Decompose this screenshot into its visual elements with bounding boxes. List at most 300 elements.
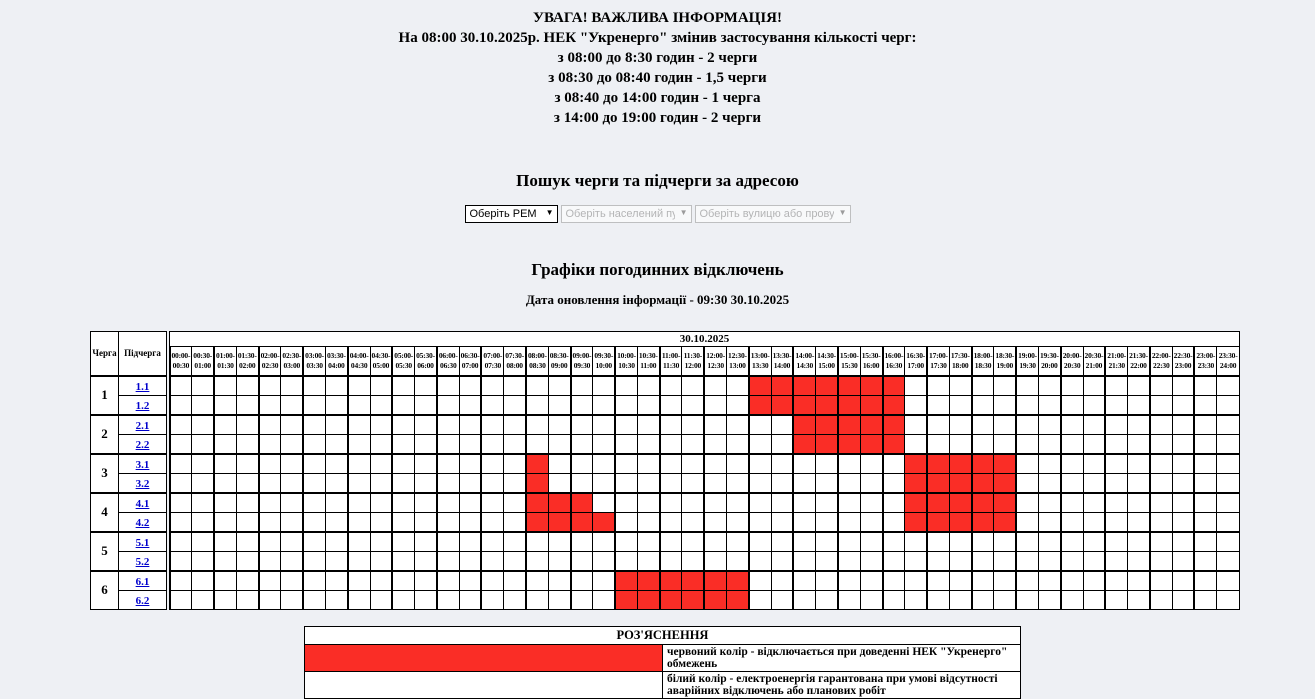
time-slot-header: 19:30- 20:00 [1038, 347, 1060, 376]
time-slot-header: 11:00- 11:30 [660, 347, 682, 376]
schedule-cell [1217, 454, 1240, 474]
schedule-row-2.1 [91, 415, 1240, 435]
schedule-cell [593, 571, 615, 591]
subqueue-link[interactable]: 6.2 [135, 594, 150, 607]
schedule-cell [170, 532, 192, 552]
schedule-cell [459, 415, 481, 435]
schedule-cell [415, 532, 437, 552]
schedule-cell [571, 532, 593, 552]
schedule-cell [370, 590, 392, 609]
schedule-row-5.2 [91, 551, 1240, 571]
subqueue-link[interactable]: 2.1 [135, 419, 150, 432]
time-slot-header: 10:30- 11:00 [637, 347, 659, 376]
schedule-cell [1083, 434, 1105, 454]
time-slot-header: 14:00- 14:30 [793, 347, 815, 376]
schedule-cell [838, 415, 860, 435]
notice-line: з 08:40 до 14:00 годин - 1 черга [554, 90, 761, 106]
schedule-row-4.1 [91, 493, 1240, 513]
schedule-cell [749, 571, 771, 591]
schedule-cell [994, 473, 1016, 493]
schedule-cell [548, 512, 570, 532]
queue-cell: 6 [91, 571, 119, 610]
schedule-cell [192, 532, 214, 552]
schedule-cell [303, 590, 325, 609]
schedule-cell [571, 415, 593, 435]
schedule-cell [593, 434, 615, 454]
schedule-cell [793, 571, 815, 591]
subqueue-link[interactable]: 4.1 [135, 497, 150, 510]
schedule-cell [1061, 376, 1083, 396]
schedule-cell [793, 454, 815, 474]
schedule-cell [1194, 493, 1216, 513]
schedule-cell [816, 376, 838, 396]
schedule-cell [1150, 415, 1172, 435]
schedule-cell [437, 454, 459, 474]
schedule-cell [259, 551, 281, 571]
schedule-cell [727, 571, 749, 591]
schedule-cell [1128, 551, 1150, 571]
schedule-cell [370, 454, 392, 474]
time-slot-header: 15:30- 16:00 [860, 347, 882, 376]
schedule-cell [1128, 571, 1150, 591]
schedule-cell [415, 473, 437, 493]
schedule-cell [1150, 551, 1172, 571]
time-slot-header: 16:00- 16:30 [883, 347, 905, 376]
schedule-cell [370, 415, 392, 435]
schedule-cell [838, 532, 860, 552]
rem-select[interactable] [465, 205, 558, 223]
schedule-cell [838, 454, 860, 474]
schedule-cell [637, 590, 659, 609]
schedule-cell [682, 395, 704, 415]
subqueue-link[interactable]: 1.1 [135, 380, 150, 393]
schedule-cell [660, 571, 682, 591]
schedule-cell [1083, 551, 1105, 571]
schedule-cell [682, 512, 704, 532]
subqueue-link[interactable]: 2.2 [135, 438, 150, 451]
schedule-cell [637, 473, 659, 493]
schedule-cell [348, 473, 370, 493]
schedule-cell [526, 395, 548, 415]
schedule-cell [481, 551, 503, 571]
schedule-cell [236, 532, 258, 552]
schedule-cell [415, 590, 437, 609]
schedule-cell [437, 512, 459, 532]
schedule-cell [682, 454, 704, 474]
notice-line: На 08:00 30.10.2025р. НЕК "Укренерго" змінив застосування кількості черг: [398, 30, 917, 46]
address-search-controls [0, 204, 1315, 223]
schedule-cell [459, 376, 481, 396]
time-slot-header: 08:00- 08:30 [526, 347, 548, 376]
schedule-cell [593, 395, 615, 415]
schedule-cell [526, 415, 548, 435]
schedule-cell [526, 571, 548, 591]
subqueue-cell [119, 376, 167, 396]
schedule-cell [1217, 415, 1240, 435]
schedule-cell [437, 590, 459, 609]
schedule-cell [415, 415, 437, 435]
schedule-cell [437, 493, 459, 513]
schedule-cell [838, 376, 860, 396]
schedule-cell [303, 376, 325, 396]
schedule-cell [571, 473, 593, 493]
schedule-cell [771, 532, 793, 552]
schedule-cell [259, 395, 281, 415]
schedule-cell [1016, 395, 1038, 415]
subqueue-cell [119, 512, 167, 532]
notice-title: УВАГА! ВАЖЛИВА ІНФОРМАЦІЯ! [532, 10, 783, 26]
schedule-cell [415, 454, 437, 474]
schedule-cell [571, 590, 593, 609]
schedule-cell [571, 512, 593, 532]
schedule-cell [170, 571, 192, 591]
schedule-cell [415, 493, 437, 513]
schedule-cell [593, 551, 615, 571]
schedule-cell [704, 512, 726, 532]
schedule-cell [793, 473, 815, 493]
schedule-cell [994, 512, 1016, 532]
schedule-cell [325, 493, 347, 513]
schedule-cell [1061, 415, 1083, 435]
schedule-cell [749, 395, 771, 415]
schedule-cell [860, 473, 882, 493]
schedule-cell [415, 551, 437, 571]
subqueue-cell [119, 434, 167, 454]
schedule-cell [949, 395, 971, 415]
schedule-cell [170, 454, 192, 474]
schedule-cell [615, 512, 637, 532]
schedule-cell [481, 532, 503, 552]
schedule-cell [1061, 395, 1083, 415]
schedule-cell [949, 434, 971, 454]
schedule-cell [1061, 493, 1083, 513]
schedule-cell [170, 590, 192, 609]
time-slot-header: 04:30- 05:00 [370, 347, 392, 376]
schedule-cell [571, 434, 593, 454]
schedule-cell [593, 415, 615, 435]
schedule-cell [459, 493, 481, 513]
schedule-cell [704, 551, 726, 571]
schedule-cell [370, 473, 392, 493]
schedule-cell [1016, 415, 1038, 435]
schedule-cell [1217, 434, 1240, 454]
schedule-cell [793, 590, 815, 609]
schedule-cell [281, 376, 303, 396]
schedule-cell [214, 415, 236, 435]
schedule-cell [1172, 376, 1194, 396]
schedule-cell [392, 454, 414, 474]
schedule-cell [727, 473, 749, 493]
schedule-cell [548, 571, 570, 591]
schedule-cell [949, 473, 971, 493]
schedule-cell [415, 395, 437, 415]
schedule-cell [994, 395, 1016, 415]
schedule-cell [392, 415, 414, 435]
schedule-cell [838, 551, 860, 571]
schedule-cell [593, 473, 615, 493]
schedule-cell [972, 532, 994, 552]
schedule-cell [1150, 473, 1172, 493]
schedule-cell [415, 376, 437, 396]
schedule-cell [927, 571, 949, 591]
schedule-cell [303, 395, 325, 415]
schedule-cell [348, 415, 370, 435]
schedule-cell [1217, 512, 1240, 532]
subqueue-link[interactable]: 6.1 [135, 575, 150, 588]
schedule-cell [392, 532, 414, 552]
schedule-cell [1217, 532, 1240, 552]
schedule-cell [838, 571, 860, 591]
subqueue-link[interactable]: 5.2 [135, 555, 150, 568]
time-slot-header: 01:30- 02:00 [236, 347, 258, 376]
schedule-cell [259, 590, 281, 609]
schedule-cell [1105, 395, 1127, 415]
schedule-cell [1217, 395, 1240, 415]
schedule-cell [504, 376, 526, 396]
schedule-section-title: Графіки погодинних відключень [531, 260, 784, 279]
schedule-cell [303, 551, 325, 571]
schedule-cell [325, 415, 347, 435]
schedule-cell [994, 493, 1016, 513]
schedule-cell [704, 590, 726, 609]
schedule-cell [994, 571, 1016, 591]
schedule-cell [214, 532, 236, 552]
schedule-cell [281, 473, 303, 493]
schedule-cell [214, 590, 236, 609]
legend-row-white [305, 671, 1021, 698]
time-slot-header: 22:30- 23:00 [1172, 347, 1194, 376]
schedule-cell [236, 395, 258, 415]
schedule-cell [348, 551, 370, 571]
schedule-cell [927, 395, 949, 415]
schedule-cell [236, 473, 258, 493]
subqueue-link[interactable]: 1.2 [135, 399, 150, 412]
schedule-cell [548, 493, 570, 513]
schedule-cell [771, 415, 793, 435]
schedule-cell [170, 551, 192, 571]
schedule-cell [704, 532, 726, 552]
settlement-select-wrap [561, 204, 692, 223]
schedule-cell [972, 551, 994, 571]
schedule-cell [972, 493, 994, 513]
schedule-cell [727, 376, 749, 396]
schedule-cell [281, 434, 303, 454]
schedule-cell [682, 532, 704, 552]
schedule-cell [1083, 590, 1105, 609]
schedule-cell [192, 571, 214, 591]
schedule-cell [459, 551, 481, 571]
schedule-cell [972, 434, 994, 454]
schedule-cell [749, 434, 771, 454]
schedule-cell [905, 473, 927, 493]
schedule-cell [170, 493, 192, 513]
schedule-cell [793, 434, 815, 454]
schedule-cell [303, 434, 325, 454]
schedule-cell [905, 376, 927, 396]
schedule-cell [415, 434, 437, 454]
schedule-cell [504, 434, 526, 454]
schedule-cell [571, 571, 593, 591]
schedule-cell [281, 551, 303, 571]
schedule-cell [459, 571, 481, 591]
subqueue-link[interactable]: 4.2 [135, 516, 150, 529]
schedule-cell [1217, 590, 1240, 609]
schedule-cell [727, 395, 749, 415]
schedule-cell [615, 590, 637, 609]
schedule-cell [1172, 395, 1194, 415]
schedule-cell [615, 395, 637, 415]
schedule-cell [727, 551, 749, 571]
schedule-cell [615, 454, 637, 474]
schedule-cell [771, 376, 793, 396]
schedule-cell [1038, 415, 1060, 435]
schedule-cell [192, 415, 214, 435]
schedule-cell [459, 454, 481, 474]
schedule-cell [1172, 571, 1194, 591]
time-slot-header: 17:00- 17:30 [927, 347, 949, 376]
schedule-cell [637, 434, 659, 454]
schedule-cell [437, 532, 459, 552]
schedule-cell [1150, 493, 1172, 513]
schedule-cell [816, 571, 838, 591]
schedule-cell [214, 512, 236, 532]
chevron-down-icon: ▼ [545, 208, 554, 217]
schedule-cell [1150, 512, 1172, 532]
schedule-cell [637, 551, 659, 571]
schedule-cell [1172, 473, 1194, 493]
schedule-cell [749, 551, 771, 571]
schedule-cell [593, 493, 615, 513]
schedule-cell [236, 454, 258, 474]
schedule-cell [593, 512, 615, 532]
schedule-cell [615, 493, 637, 513]
schedule-cell [727, 493, 749, 513]
schedule-cell [281, 454, 303, 474]
schedule-cell [259, 434, 281, 454]
schedule-cell [660, 512, 682, 532]
schedule-cell [704, 376, 726, 396]
schedule-cell [994, 590, 1016, 609]
schedule-cell [504, 571, 526, 591]
schedule-cell [1150, 571, 1172, 591]
schedule-cell [325, 395, 347, 415]
schedule-cell [749, 454, 771, 474]
schedule-cell [749, 376, 771, 396]
schedule-cell [727, 434, 749, 454]
schedule-cell [860, 395, 882, 415]
schedule-cell [548, 473, 570, 493]
schedule-cell [660, 551, 682, 571]
schedule-cell [1061, 551, 1083, 571]
schedule-cell [771, 473, 793, 493]
schedule-cell [682, 473, 704, 493]
schedule-cell [704, 473, 726, 493]
schedule-cell [615, 473, 637, 493]
schedule-cell [883, 532, 905, 552]
schedule-cell [1217, 376, 1240, 396]
schedule-cell [548, 376, 570, 396]
subqueue-cell [119, 415, 167, 435]
schedule-cell [927, 512, 949, 532]
schedule-cell [1172, 415, 1194, 435]
schedule-cell [816, 395, 838, 415]
schedule-cell [192, 493, 214, 513]
schedule-cell [236, 493, 258, 513]
schedule-cell [1105, 415, 1127, 435]
time-slot-header: 06:00- 06:30 [437, 347, 459, 376]
schedule-cell [972, 512, 994, 532]
schedule-cell [949, 571, 971, 591]
schedule-cell [348, 454, 370, 474]
subqueue-link[interactable]: 3.1 [135, 458, 150, 471]
schedule-cell [259, 532, 281, 552]
schedule-cell [793, 376, 815, 396]
schedule-cell [170, 395, 192, 415]
schedule-cell [972, 395, 994, 415]
schedule-cell [905, 434, 927, 454]
schedule-cell [370, 493, 392, 513]
time-slot-header: 03:30- 04:00 [325, 347, 347, 376]
schedule-cell [526, 454, 548, 474]
legend-title: РОЗ'ЯСНЕННЯ [305, 626, 1021, 644]
subqueue-link[interactable]: 3.2 [135, 477, 150, 490]
chevron-down-icon: ▼ [838, 208, 847, 217]
schedule-cell [481, 571, 503, 591]
street-select-wrap [695, 204, 851, 223]
schedule-cell [1083, 512, 1105, 532]
schedule-cell [816, 454, 838, 474]
schedule-row-1.1 [91, 376, 1240, 396]
schedule-cell [949, 493, 971, 513]
schedule-cell [860, 571, 882, 591]
schedule-cell [1128, 473, 1150, 493]
schedule-cell [281, 493, 303, 513]
schedule-cell [660, 590, 682, 609]
schedule-cell [281, 590, 303, 609]
schedule-cell [615, 434, 637, 454]
schedule-cell [1105, 376, 1127, 396]
schedule-cell [170, 512, 192, 532]
schedule-cell [704, 395, 726, 415]
time-slot-header: 02:00- 02:30 [259, 347, 281, 376]
schedule-row-5.1 [91, 532, 1240, 552]
schedule-cell [949, 376, 971, 396]
schedule-cell [170, 415, 192, 435]
subqueue-link[interactable]: 5.1 [135, 536, 150, 549]
notice-line: з 08:30 до 08:40 годин - 1,5 черги [548, 70, 767, 86]
schedule-cell [637, 415, 659, 435]
schedule-cell [370, 571, 392, 591]
schedule-cell [860, 376, 882, 396]
schedule-cell [1128, 590, 1150, 609]
time-slot-header: 21:30- 22:00 [1128, 347, 1150, 376]
subqueue-cell [119, 590, 167, 609]
time-slot-header: 05:30- 06:00 [415, 347, 437, 376]
time-slot-header: 20:30- 21:00 [1083, 347, 1105, 376]
schedule-cell [1016, 590, 1038, 609]
schedule-cell [1038, 473, 1060, 493]
time-slot-header: 09:30- 10:00 [593, 347, 615, 376]
schedule-cell [994, 454, 1016, 474]
schedule-cell [459, 532, 481, 552]
schedule-cell [481, 376, 503, 396]
schedule-cell [637, 454, 659, 474]
schedule-cell [793, 551, 815, 571]
subqueue-cell [119, 571, 167, 591]
schedule-cell [1105, 473, 1127, 493]
schedule-cell [325, 532, 347, 552]
schedule-cell [214, 551, 236, 571]
